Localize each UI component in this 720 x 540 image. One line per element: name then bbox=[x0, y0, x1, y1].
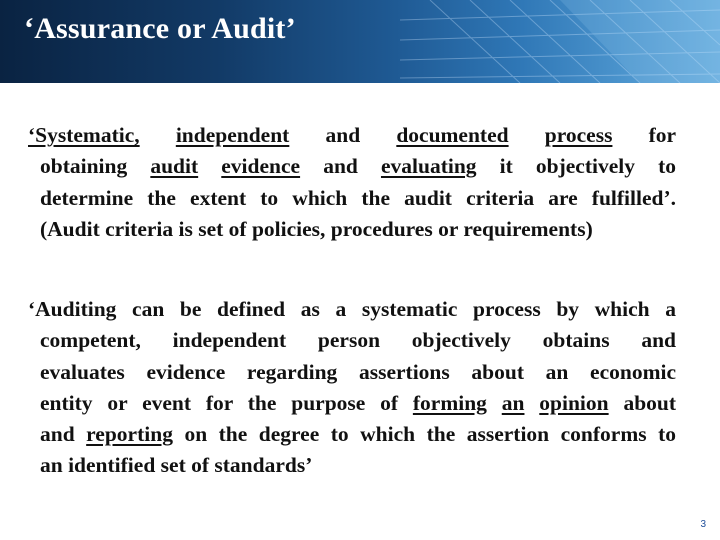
definition2-line6: an identified set of standards’ bbox=[40, 453, 313, 478]
words-degree-conforms: on the degree to which the assertion conforms to bbox=[184, 422, 676, 447]
definition2-line3: evaluates evidence regarding assertions about an economic bbox=[40, 359, 676, 384]
definition2-line5 bbox=[28, 419, 676, 450]
words-entity-purpose: entity or event for the purpose of bbox=[40, 390, 399, 415]
word-systematic: ‘Systematic, bbox=[28, 123, 140, 147]
word-about: about bbox=[623, 390, 677, 415]
page-number: 3 bbox=[700, 519, 706, 530]
title-banner bbox=[0, 0, 720, 83]
word-documented: documented bbox=[396, 123, 509, 147]
definition2-line4 bbox=[28, 388, 676, 419]
definition-paragraph-2 bbox=[28, 294, 676, 482]
word-and-2: and bbox=[323, 154, 358, 179]
definition1-line3: determine the extent to which the audit criteria are fulfilled’. bbox=[40, 185, 676, 210]
word-independent: independent bbox=[175, 123, 290, 147]
word-obtaining: obtaining bbox=[40, 154, 128, 179]
definition2-line2: competent, independent person objectively obtains and bbox=[40, 328, 676, 353]
definition1-line2 bbox=[28, 151, 676, 182]
word-reporting: reporting bbox=[86, 422, 173, 447]
definition2-line1: ‘Auditing can be defined as a systematic process by which a bbox=[28, 297, 676, 321]
word-and: and bbox=[325, 123, 361, 147]
definition1-line1 bbox=[28, 120, 676, 151]
word-evaluating: evaluating bbox=[380, 154, 477, 179]
word-for: for bbox=[648, 123, 677, 147]
word-audit: audit bbox=[150, 154, 199, 179]
word-evidence: evidence bbox=[221, 154, 301, 179]
word-process: process bbox=[544, 123, 613, 147]
word-and-3: and bbox=[40, 422, 75, 447]
definition-paragraph-1 bbox=[28, 120, 676, 245]
word-opinion: opinion bbox=[539, 390, 609, 415]
word-forming: forming bbox=[412, 390, 487, 415]
words-it-objectively-to: it objectively to bbox=[499, 154, 677, 179]
definition1-line4: (Audit criteria is set of policies, procedures or requirements) bbox=[40, 216, 593, 241]
slide-title: ‘Assurance or Audit’ bbox=[24, 12, 296, 45]
word-an: an bbox=[501, 390, 525, 415]
